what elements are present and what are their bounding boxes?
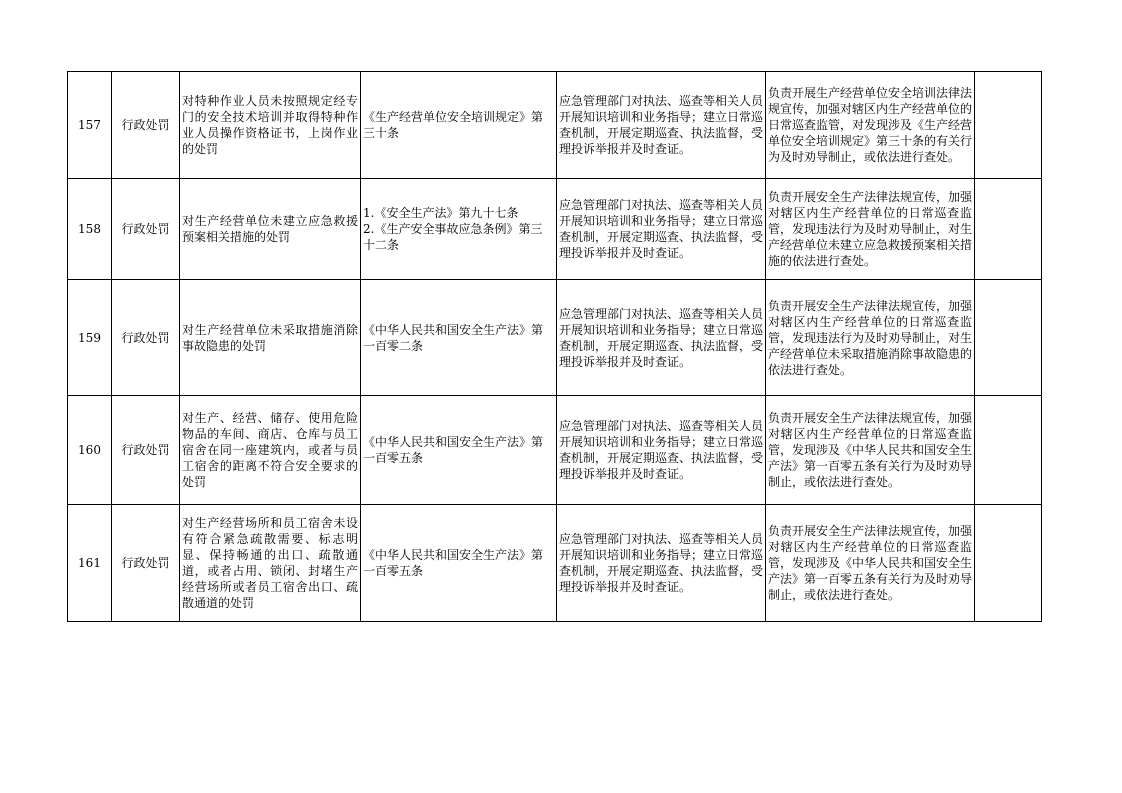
row-note (975, 396, 1042, 505)
row-note (975, 280, 1042, 396)
row-item: 对生产经营单位未建立应急救援预案相关措施的处罚 (180, 179, 361, 280)
row-item: 对生产经营单位未采取措施消除事故隐患的处罚 (180, 280, 361, 396)
table-row (68, 72, 1042, 179)
row-number: 159 (68, 280, 112, 396)
row-category: 行政处罚 (112, 72, 180, 179)
row-duty: 负责开展安全生产法律法规宣传，加强对辖区内生产经营单位的日常巡查监管，发现涉及《中华人民共和国安全生产法》第一百零五条有关行为及时劝导制止，或依法进行查处。 (766, 396, 975, 505)
row-note (975, 72, 1042, 179)
row-responsibility: 应急管理部门对执法、巡查等相关人员开展知识培训和业务指导；建立日常巡查机制，开展定期巡查、执法监督，受理投诉举报并及时查证。 (557, 396, 766, 505)
row-category: 行政处罚 (112, 280, 180, 396)
row-duty: 负责开展安全生产法律法规宣传，加强对辖区内生产经营单位的日常巡查监管，发现违法行为及时劝导制止，对生产经营单位未采取措施消除事故隐患的依法进行查处。 (766, 280, 975, 396)
row-category: 行政处罚 (112, 396, 180, 505)
basis-line: 《中华人民共和国安全生产法》第一百零五条 (363, 548, 544, 578)
table-row (68, 505, 1042, 622)
table-row (68, 280, 1042, 396)
basis-line: 2.《生产安全事故应急条例》第三十二条 (363, 222, 543, 252)
row-basis (361, 396, 557, 505)
row-item: 对生产经营场所和员工宿舍未设有符合紧急疏散需要、标志明显、保持畅通的出口、疏散通道，或者占用、锁闭、封堵生产经营场所或者员工宿舍出口、疏散通道的处罚 (180, 505, 361, 622)
basis-line: 《中华人民共和国安全生产法》第一百零五条 (363, 435, 544, 465)
row-responsibility: 应急管理部门对执法、巡查等相关人员开展知识培训和业务指导；建立日常巡查机制，开展定期巡查、执法监督，受理投诉举报并及时查证。 (557, 505, 766, 622)
row-category: 行政处罚 (112, 179, 180, 280)
row-number: 158 (68, 179, 112, 280)
row-note (975, 505, 1042, 622)
row-responsibility: 应急管理部门对执法、巡查等相关人员开展知识培训和业务指导；建立日常巡查机制，开展定期巡查、执法监督，受理投诉举报并及时查证。 (557, 72, 766, 179)
row-duty: 负责开展安全生产法律法规宣传，加强对辖区内生产经营单位的日常巡查监管，发现涉及《中华人民共和国安全生产法》第一百零五条有关行为及时劝导制止，或依法进行查处。 (766, 505, 975, 622)
table-row (68, 179, 1042, 280)
row-basis (361, 505, 557, 622)
basis-line: 《生产经营单位安全培训规定》第三十条 (363, 110, 544, 140)
row-responsibility: 应急管理部门对执法、巡查等相关人员开展知识培训和业务指导；建立日常巡查机制，开展定期巡查、执法监督，受理投诉举报并及时查证。 (557, 179, 766, 280)
basis-line: 《中华人民共和国安全生产法》第一百零二条 (363, 322, 544, 353)
row-note (975, 179, 1042, 280)
row-basis (361, 72, 557, 179)
table-row (68, 396, 1042, 505)
row-number: 157 (68, 72, 112, 179)
row-category: 行政处罚 (112, 505, 180, 622)
row-duty: 负责开展安全生产法律法规宣传，加强对辖区内生产经营单位的日常巡查监管，发现违法行为及时劝导制止，对生产经营单位未建立应急救援预案相关措施的依法进行查处。 (766, 179, 975, 280)
row-item: 对生产、经营、储存、使用危险物品的车间、商店、仓库与员工宿舍在同一座建筑内，或者与员工宿舍的距离不符合安全要求的处罚 (180, 396, 361, 505)
row-basis (361, 280, 557, 396)
basis-line: 1.《安全生产法》第九十七条 (363, 206, 519, 220)
row-item: 对特种作业人员未按照规定经专门的安全技术培训并取得特种作业人员操作资格证书，上岗作业的处罚 (180, 72, 361, 179)
power-list-table (67, 71, 1042, 622)
row-responsibility: 应急管理部门对执法、巡查等相关人员开展知识培训和业务指导；建立日常巡查机制，开展定期巡查、执法监督，受理投诉举报并及时查证。 (557, 280, 766, 396)
row-basis (361, 179, 557, 280)
row-number: 160 (68, 396, 112, 505)
row-number: 161 (68, 505, 112, 622)
row-duty: 负责开展生产经营单位安全培训法律法规宣传，加强对辖区内生产经营单位的日常巡查监管，对发现涉及《生产经营单位安全培训规定》第三十条的有关行为及时劝导制止，或依法进行查处。 (766, 72, 975, 179)
